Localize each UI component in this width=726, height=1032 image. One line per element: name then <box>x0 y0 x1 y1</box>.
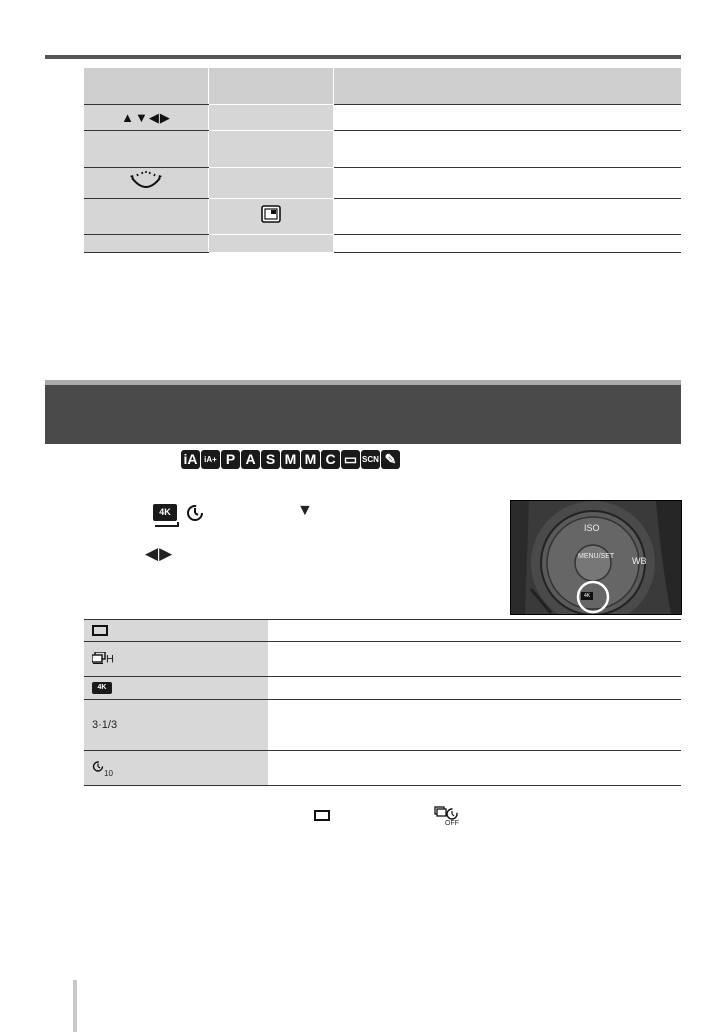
table-row <box>84 131 681 168</box>
single-frame-icon <box>92 625 108 636</box>
mode-icon: M <box>281 450 300 469</box>
table-row <box>84 235 681 253</box>
mode-icon: C <box>321 450 340 469</box>
self-timer-icon <box>185 502 205 522</box>
4k-photo-icon: 4K <box>92 682 112 694</box>
table-row: H <box>84 642 681 677</box>
burst-h-icon <box>92 652 106 667</box>
mode-icon: ▭ <box>341 450 360 469</box>
table-row <box>84 677 681 700</box>
bracket-icon: 3·1/3 <box>92 719 118 731</box>
table-row <box>84 620 681 642</box>
table-row <box>84 105 681 131</box>
drive-mode-button-icons <box>153 502 205 522</box>
left-right-arrows-icon: ◀▶ <box>145 544 174 563</box>
table-header-row <box>84 68 681 105</box>
drive-off-icon: OFF <box>434 806 462 828</box>
page-edge-rule <box>73 980 77 1032</box>
dial-icon <box>128 170 164 192</box>
window-icon <box>261 205 281 223</box>
mode-icon: A <box>241 450 260 469</box>
top-rule <box>45 55 681 59</box>
table-row <box>84 751 681 786</box>
camera-control-illustration <box>510 500 682 615</box>
drive-mode-table <box>84 619 681 786</box>
section-heading-band <box>45 380 681 444</box>
operations-table <box>84 68 681 253</box>
table-row <box>84 168 681 199</box>
mode-icon: iA <box>181 450 200 469</box>
menu-set-label: MENU/SET <box>578 553 615 560</box>
mode-icon: ✎ <box>381 450 400 469</box>
iso-label: ISO <box>584 523 600 533</box>
table-row <box>84 199 681 235</box>
mode-icon: S <box>261 450 280 469</box>
camera-4k-icon: 4K <box>581 592 593 600</box>
down-arrow-icon: ▼ <box>297 502 313 519</box>
single-frame-icon <box>314 810 330 821</box>
mode-icon: P <box>221 450 240 469</box>
table-row <box>84 700 681 751</box>
wb-label: WB <box>632 556 647 566</box>
mode-icon: iA+ <box>201 450 220 469</box>
recording-mode-icons <box>181 450 400 469</box>
cursor-arrows-icon: ▲▼◀▶ <box>121 109 171 125</box>
mode-icon: SCN <box>361 450 380 469</box>
4k-photo-icon: 4K <box>153 504 177 521</box>
mode-icon: M <box>301 450 320 469</box>
self-timer-10-icon: 10 <box>92 759 113 775</box>
